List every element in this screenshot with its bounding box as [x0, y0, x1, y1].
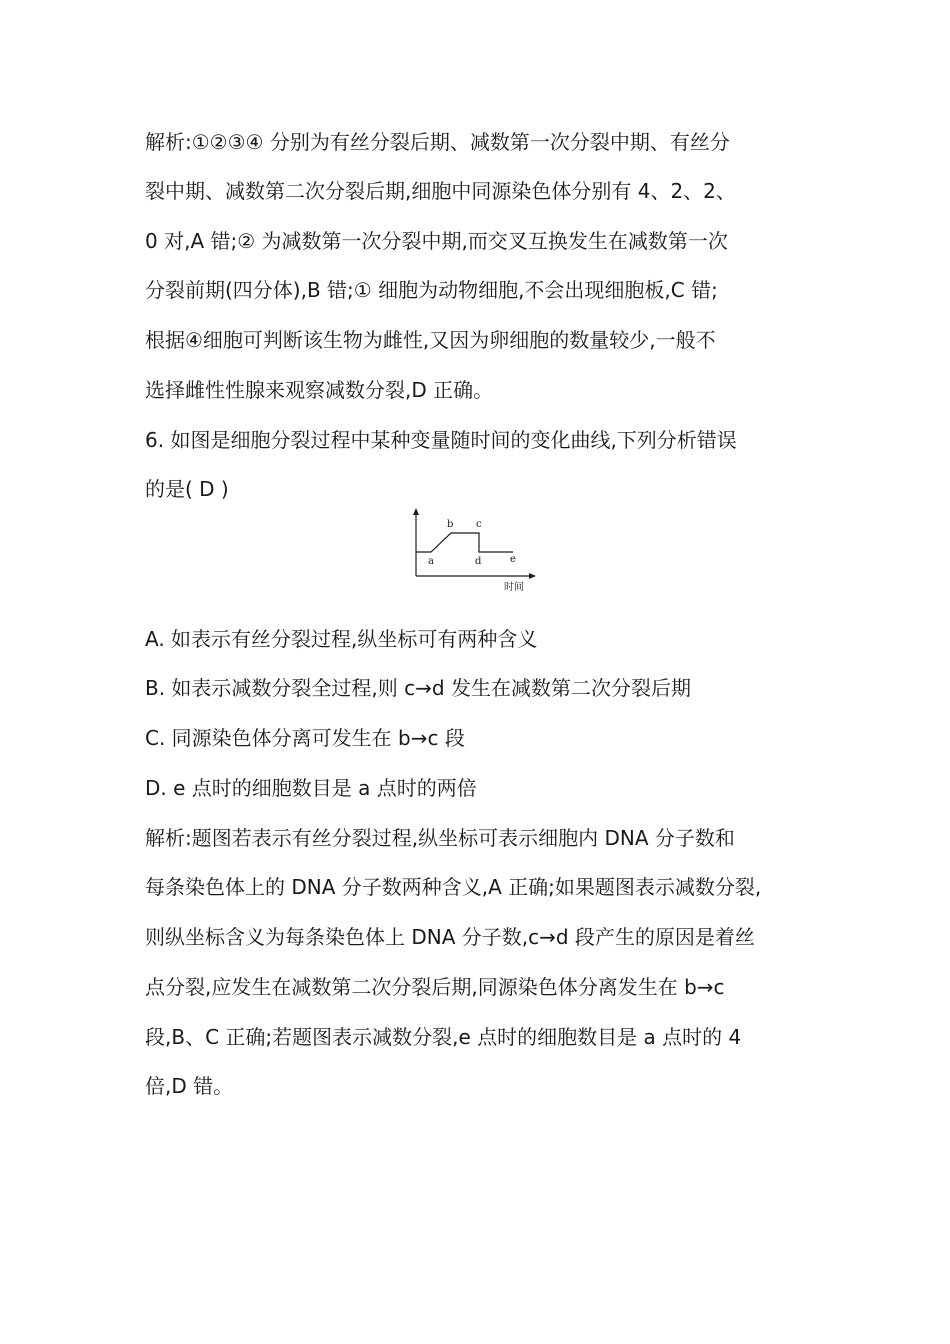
option-c: C. 同源染色体分离可发生在 b→c 段 — [145, 726, 465, 750]
analysis-6-line-2: 每条染色体上的 DNA 分子数两种含义,A 正确;如果题图表示减数分裂, — [145, 875, 762, 899]
x-axis-label: 时间 — [504, 582, 524, 593]
analysis-5-line-1: 解析:①②③④ 分别为有丝分裂后期、减数第一次分裂中期、有丝分 — [145, 130, 730, 154]
point-label-d: d — [475, 556, 482, 567]
option-d: D. e 点时的细胞数目是 a 点时的两倍 — [145, 776, 477, 800]
point-label-c: c — [476, 519, 482, 530]
point-label-a: a — [428, 556, 434, 567]
point-label-e: e — [510, 554, 516, 565]
point-label-b: b — [447, 519, 454, 530]
analysis-6-line-6: 倍,D 错。 — [145, 1074, 234, 1098]
option-b: B. 如表示减数分裂全过程,则 c→d 发生在减数第二次分裂后期 — [145, 676, 691, 700]
analysis-6-line-5: 段,B、C 正确;若题图表示减数分裂,e 点时的细胞数目是 a 点时的 4 — [145, 1025, 742, 1049]
option-a: A. 如表示有丝分裂过程,纵坐标可有两种含义 — [145, 627, 538, 651]
y-axis-arrow-icon — [413, 508, 419, 515]
analysis-6-line-1: 解析:题图若表示有丝分裂过程,纵坐标可表示细胞内 DNA 分子数和 — [145, 826, 735, 850]
variation-curve-graph — [400, 506, 550, 596]
question-6-stem-line-1: 6. 如图是细胞分裂过程中某种变量随时间的变化曲线,下列分析错误 — [145, 428, 737, 452]
analysis-6-line-4: 点分裂,应发生在减数第二次分裂后期,同源染色体分离发生在 b→c — [145, 975, 725, 999]
question-6-stem-line-2: 的是( D ) — [145, 477, 229, 501]
analysis-5-line-5: 根据④细胞可判断该生物为雌性,又因为卵细胞的数量较少,一般不 — [145, 328, 716, 352]
analysis-5-line-6: 选择雌性性腺来观察减数分裂,D 正确。 — [145, 378, 494, 402]
curve-line — [416, 533, 513, 552]
analysis-5-line-3: 0 对,A 错;② 为减数第一次分裂中期,而交叉互换发生在减数第一次 — [145, 229, 728, 253]
analysis-5-line-2: 裂中期、减数第二次分裂后期,细胞中同源染色体分别有 4、2、2、 — [145, 179, 736, 203]
analysis-6-line-3: 则纵坐标含义为每条染色体上 DNA 分子数,c→d 段产生的原因是着丝 — [145, 925, 755, 949]
x-axis-arrow-icon — [529, 573, 536, 579]
analysis-5-line-4: 分裂前期(四分体),B 错;① 细胞为动物细胞,不会出现细胞板,C 错; — [145, 278, 718, 302]
question-6-figure — [400, 506, 550, 596]
